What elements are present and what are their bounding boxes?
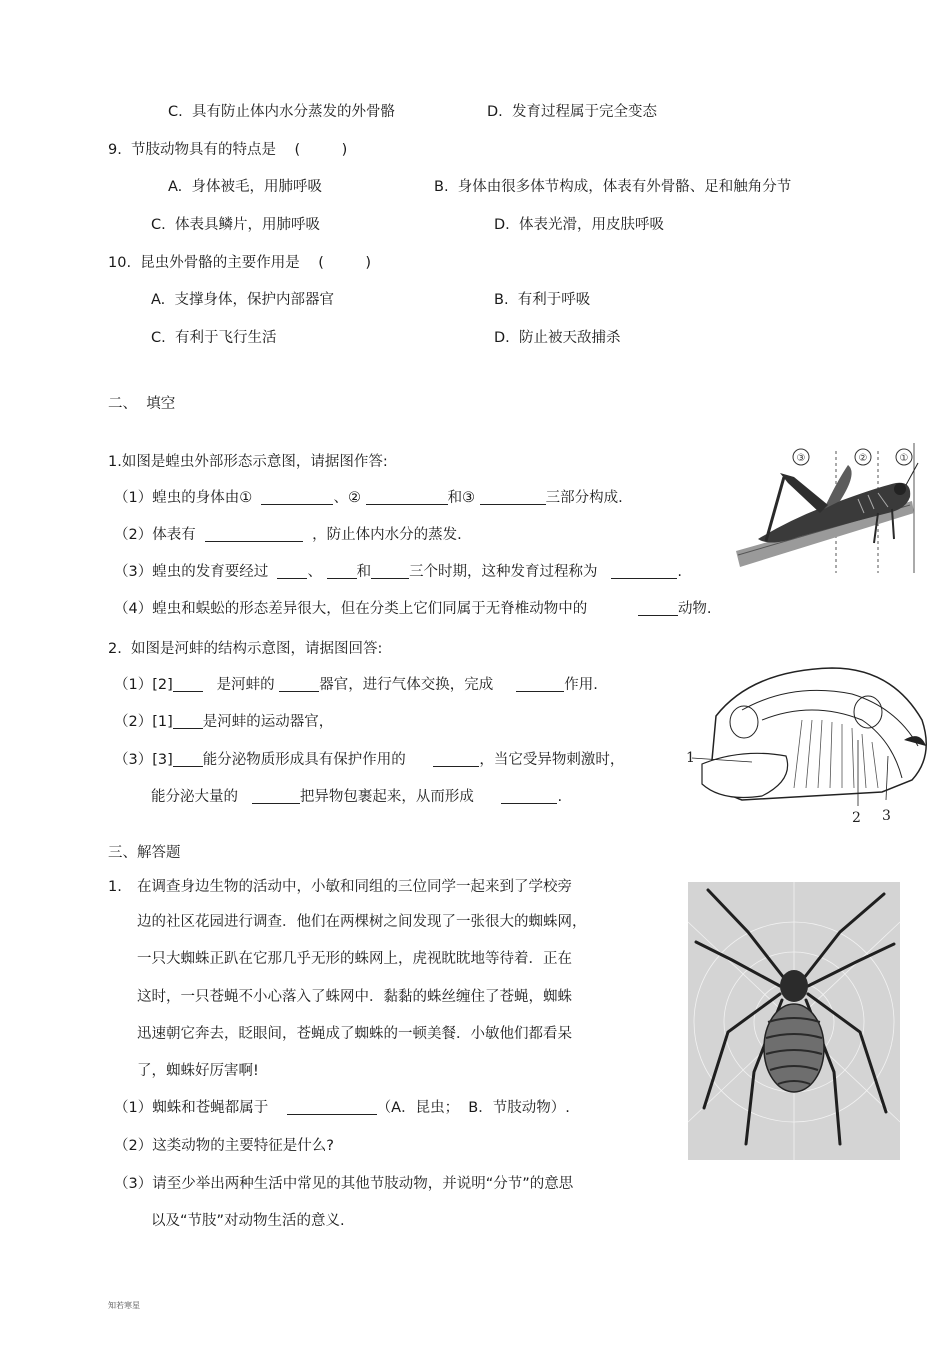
fill-1-line-4: （4）蝗虫和蜈蚣的形态差异很大，但在分类上它们同属于无脊椎动物中的 动物.: [114, 601, 712, 617]
footer-text: 知若寒星: [108, 1301, 140, 1310]
blank[interactable]: [205, 527, 303, 542]
answer-1-para-4: 这时，一只苍蝇不小心落入了蛛网中．黏黏的蛛丝缠住了苍蝇，蜘蛛: [137, 989, 572, 1005]
fill-1-line-2: （2）体表有 ，防止体内水分的蒸发.: [114, 527, 462, 543]
fig-label-1: ①: [899, 453, 909, 464]
q8-option-d: D. 发育过程属于完全变态: [487, 104, 657, 120]
blank[interactable]: [638, 601, 678, 616]
blank[interactable]: [173, 714, 203, 729]
fig-label-2: 2: [852, 810, 861, 826]
fig-label-3: 3: [882, 808, 891, 824]
answer-1-para-5: 迅速朝它奔去，眨眼间，苍蝇成了蜘蛛的一顿美餐．小敏他们都看呆: [137, 1026, 572, 1042]
blank[interactable]: [611, 564, 677, 579]
grasshopper-figure: [728, 443, 920, 575]
blank[interactable]: [252, 789, 300, 804]
q9-option-a: A. 身体被毛，用肺呼吸: [168, 179, 322, 195]
blank[interactable]: [501, 789, 557, 804]
fig-label-1: 1: [686, 750, 695, 766]
blank[interactable]: [173, 752, 203, 767]
answer-1-q3-line-2: 以及“节肢”对动物生活的意义.: [151, 1213, 345, 1229]
blank[interactable]: [516, 677, 564, 692]
blank[interactable]: [173, 677, 203, 692]
q9-stem: 9. 节肢动物具有的特点是 ( ): [108, 142, 348, 158]
q8-option-c: C. 具有防止体内水分蒸发的外骨骼: [168, 104, 395, 120]
fig-label-3: ③: [796, 453, 806, 464]
blank[interactable]: [261, 490, 333, 505]
q10-option-c: C. 有利于飞行生活: [151, 330, 277, 346]
q10-option-b: B. 有利于呼吸: [494, 292, 591, 308]
fig-label-2: ②: [858, 453, 868, 464]
q9-option-c: C. 体表具鳞片，用肺呼吸: [151, 217, 320, 233]
blank[interactable]: [480, 490, 546, 505]
blank[interactable]: [327, 564, 357, 579]
section-3-title: 三、解答题: [108, 845, 181, 861]
mussel-figure: [682, 660, 938, 828]
fill-2-line-2: （2）[1] 是河蚌的运动器官，: [114, 714, 334, 730]
q10-option-d: D. 防止被天敌捕杀: [494, 330, 621, 346]
fill-2-stem: 2. 如图是河蚌的结构示意图，请据图回答:: [108, 641, 383, 657]
fill-1-line-3: （3）蝗虫的发育要经过 、 和 三个时期，这种发育过程称为 .: [114, 564, 682, 580]
blank[interactable]: [279, 677, 319, 692]
q9-option-b: B. 身体由很多体节构成，体表有外骨骼、足和触角分节: [434, 179, 792, 195]
answer-1-para-6: 了，蜘蛛好厉害啊!: [137, 1063, 259, 1079]
blank[interactable]: [433, 752, 479, 767]
blank[interactable]: [371, 564, 409, 579]
fill-2-line-3: （3）[3] 能分泌物质形成具有保护作用的 ，当它受异物刺激时，: [114, 752, 625, 768]
q10-stem: 10. 昆虫外骨骼的主要作用是 ( ): [108, 255, 372, 271]
answer-1-number: 1.: [108, 879, 122, 895]
fill-1-stem: 1.如图是蝗虫外部形态示意图，请据图作答:: [108, 454, 388, 470]
answer-1-q3-line-1: （3）请至少举出两种生活中常见的其他节肢动物，并说明“分节”的意思: [114, 1176, 574, 1192]
q10-option-a: A. 支撑身体，保护内部器官: [151, 292, 334, 308]
blank[interactable]: [277, 564, 307, 579]
fill-1-line-1: （1）蝗虫的身体由① 、② 和③ 三部分构成.: [114, 490, 623, 506]
answer-1-para-2: 边的社区花园进行调查．他们在两棵树之间发现了一张很大的蜘蛛网，: [137, 914, 587, 930]
section-2-title: 二、 填空: [108, 396, 176, 412]
q9-option-d: D. 体表光滑，用皮肤呼吸: [494, 217, 664, 233]
spider-figure: [688, 882, 910, 1160]
answer-1-para-3: 一只大蜘蛛正趴在它那几乎无形的蛛网上，虎视眈眈地等待着．正在: [137, 951, 572, 967]
answer-1-para-1: 在调查身边生物的活动中，小敏和同组的三位同学一起来到了学校旁: [137, 879, 572, 895]
answer-1-q2: （2）这类动物的主要特征是什么?: [114, 1138, 334, 1154]
blank[interactable]: [366, 490, 448, 505]
blank[interactable]: [287, 1100, 377, 1115]
fill-2-line-4: 能分泌大量的 把异物包裹起来，从而形成 .: [151, 789, 563, 805]
fill-2-line-1: （1）[2] 是河蚌的 器官，进行气体交换，完成 作用.: [114, 677, 598, 693]
answer-1-q1: （1）蜘蛛和苍蝇都属于 （A．昆虫； B．节肢动物）.: [114, 1100, 570, 1116]
